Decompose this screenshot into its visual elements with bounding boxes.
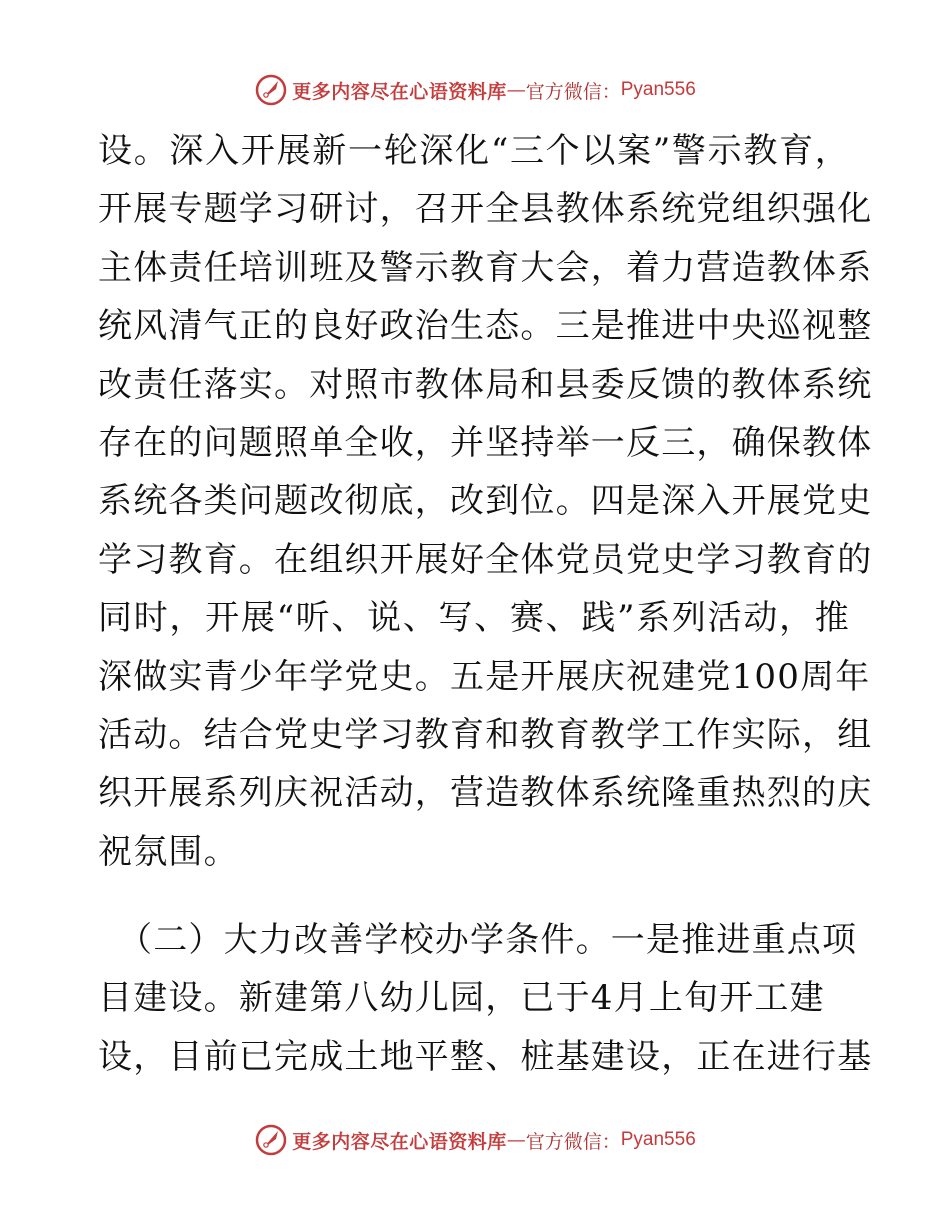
- banner-wechat-label: 官方微信：: [525, 80, 621, 103]
- document-body: [98, 122, 873, 1086]
- paragraph-1: [98, 122, 873, 881]
- text-line: 目建设。新建第八幼儿园，已于4月上旬开工建: [98, 978, 825, 1019]
- text-line: 深做实青少年学党史。五是开展庆祝建党100周年: [98, 656, 871, 697]
- paragraph-2: [98, 911, 873, 1086]
- quill-logo-icon: [254, 1123, 288, 1157]
- text-line: 活动。结合党史学习教育和教育教学工作实际，组: [98, 714, 873, 755]
- text-line: 设。深入开展新一轮深化“三个以案”警示教育，: [98, 131, 850, 171]
- banner-wechat-label: 官方微信：: [525, 1130, 621, 1153]
- banner-brand: 更多内容尽在心语资料库: [292, 80, 507, 103]
- text-line: 同时，开展“听、说、写、赛、践”系列活动，推: [98, 598, 850, 639]
- banner-wechat-id: Pyan556: [620, 79, 696, 100]
- text-line: 织开展系列庆祝活动，营造教体系统隆重热烈的庆: [98, 773, 873, 814]
- text-line: 祝氛围。: [98, 831, 239, 872]
- footer-banner: [0, 1120, 950, 1160]
- text-line: （二）大力改善学校办学条件。一是推进重点项: [118, 920, 858, 961]
- header-banner: [0, 70, 950, 110]
- banner-dash: —: [506, 1129, 526, 1151]
- banner-wechat-id: Pyan556: [620, 1129, 696, 1150]
- banner-brand: 更多内容尽在心语资料库: [292, 1130, 507, 1153]
- quill-logo-icon: [254, 73, 288, 107]
- text-line: 存在的问题照单全收，并坚持举一反三，确保教体: [98, 422, 873, 463]
- paragraph-gap: [98, 881, 850, 911]
- text-line: 学习教育。在组织开展好全体党员党史学习教育的: [98, 539, 873, 580]
- banner-dash: —: [506, 79, 526, 101]
- text-line: 统风清气正的良好政治生态。三是推进中央巡视整: [98, 306, 873, 347]
- text-line: 开展专题学习研讨，召开全县教体系统党组织强化: [98, 189, 873, 230]
- text-line: 改责任落实。对照市教体局和县委反馈的教体系统: [98, 364, 873, 405]
- text-line: 设，目前已完成土地平整、桩基建设，正在进行基: [98, 1036, 873, 1077]
- text-line: 主体责任培训班及警示教育大会，着力营造教体系: [98, 247, 873, 288]
- text-line: 系统各类问题改彻底，改到位。四是深入开展党史: [98, 481, 873, 522]
